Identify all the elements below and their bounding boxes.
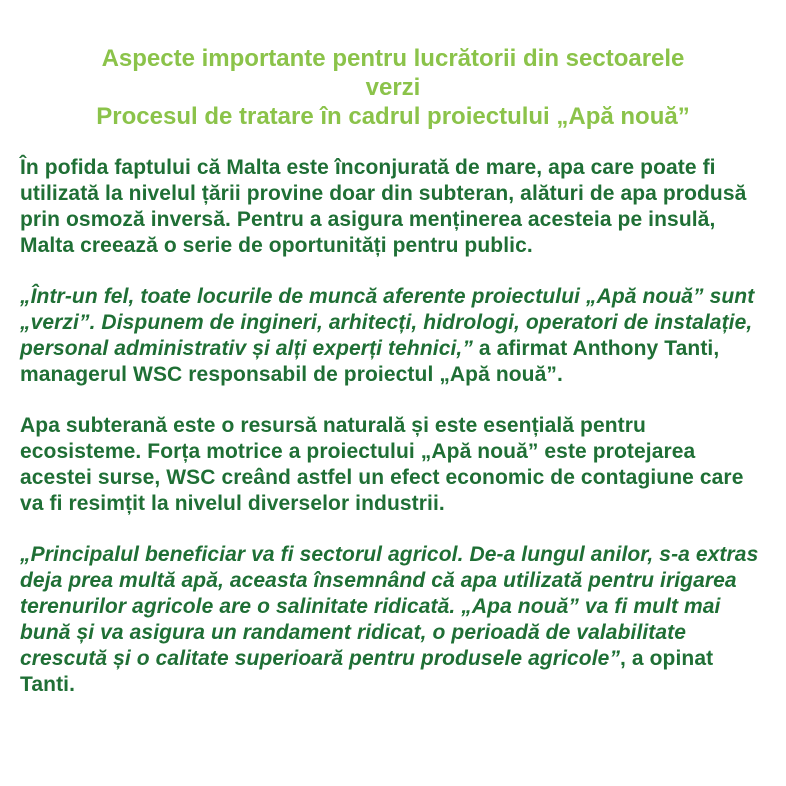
page-title <box>20 44 766 131</box>
quote-text: „Într-un fel, toate locurile de muncă aferente proiectului „Apă nouă” sunt „verzi”. Dispunem de ingineri, arhitecți, hidrologi, operatori de instalație, personal administrativ și alți experți tehnici,” <box>20 285 755 360</box>
title-line-3: Procesul de tratare în cadrul proiectului „Apă nouă” <box>96 103 690 130</box>
title-line-2: verzi <box>365 74 421 101</box>
paragraph-intro: În pofida faptului că Malta este înconjurată de mare, apa care poate fi utilizată la nivelul țării provine doar din subteran, alături de apa produsă prin osmoză inversă. Pentru a asigura menținerea acesteia pe insulă, Malta creează o serie de oportunități pentru public. <box>20 156 747 257</box>
paragraph-groundwater: Apa subterană este o resursă naturală și este esențială pentru ecosisteme. Forța motrice a proiectului „Apă nouă” este protejarea acestei surse, WSC creând astfel un efect economic de contagiune care va fi resimțit la nivelul diverselor industrii. <box>20 414 744 515</box>
title-line-1: Aspecte importante pentru lucrătorii din sectoarele <box>101 45 685 72</box>
quote-text-agriculture: „Principalul beneficiar va fi sectorul agricol. De-a lungul anilor, s-a extras deja prea multă apă, aceasta însemnând că apa utilizată pentru irigarea terenurilor agricole are o salinitate ridicată. „Apa nouă” va fi mult mai bună și va asigura un randament ridicat, o perioadă de valabilitate crescută și o calitate superioară pentru produsele agricole” <box>20 543 759 670</box>
quote-attribution: a afirmat Anthony Tanti, managerul WSC responsabil de proiectul „Apă nouă”. <box>20 337 720 386</box>
paragraph-quote-tanti <box>20 284 766 388</box>
paragraph-quote-agriculture <box>20 542 766 698</box>
quote-attribution-agriculture: , a opinat Tanti. <box>20 647 714 696</box>
